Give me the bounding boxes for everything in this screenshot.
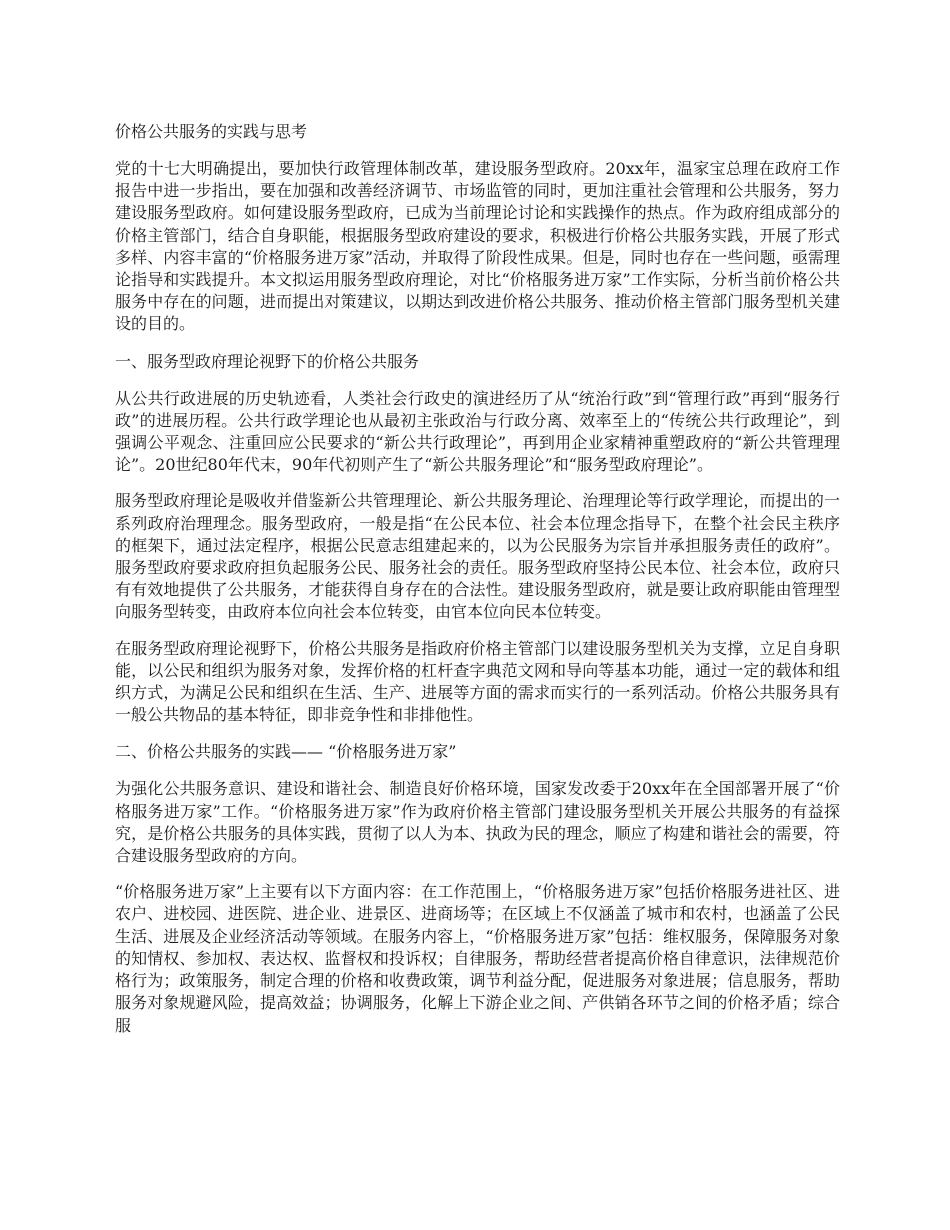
document-page — [115, 120, 840, 1051]
document-body — [115, 158, 840, 1037]
document-title: 价格公共服务的实践与思考 — [115, 122, 308, 141]
section-heading: 二、价格公共服务的实践—— “价格服务进万家” — [115, 742, 457, 762]
paragraph: 为强化公共服务意识、建设和谐社会、制造良好价格环境，国家发改委于20xx年在全国部署开展了“价格服务进万家”工作。“价格服务进万家”作为政府价格主管部门建设服务型机关开展公共服务的有益探究，是价格公共服务的具体实践，贯彻了以人为本、执政为民的理念，顺应了构建和谐社会的需要，符合建设服务型政府的方向。 — [115, 779, 840, 866]
paragraph: 在服务型政府理论视野下，价格公共服务是指政府价格主管部门以建设服务型机关为支撑，立足自身职能，以公民和组织为服务对象，发挥价格的杠杆查字典范文网和导向等基本功能，通过一定的载体和组织方式，为满足公民和组织在生活、生产、进展等方面的需求而实行的一系列活动。价格公共服务具有一般公共物品的基本特征，即非竞争性和非排他性。 — [115, 638, 840, 725]
section-heading: 一、服务型政府理论视野下的价格公共服务 — [115, 351, 420, 371]
paragraph: “价格服务进万家”上主要有以下方面内容：在工作范围上，“价格服务进万家”包括价格服务进社区、进农户、进校园、进医院、进企业、进景区、进商场等；在区域上不仅涵盖了城市和农村，也涵盖了公民生活、进展及企业经济活动等领域。在服务内容上，“价格服务进万家”包括：维权服务，保障服务对象的知情权、参加权、表达权、监督权和投诉权；自律服务，帮助经营者提高价格自律意识，法律规范价格行为；政策服务，制定合理的价格和收费政策，调节利益分配，促进服务对象进展；信息服务，帮助服务对象规避风险，提高效益；协调服务，化解上下游企业之间、产供销各环节之间的价格矛盾；综合服 — [115, 882, 840, 1035]
paragraph: 党的十七大明确提出，要加快行政管理体制改革，建设服务型政府。20xx年，温家宝总理在政府工作报告中进一步指出，要在加强和改善经济调节、市场监管的同时，更加注重社会管理和公共服务，努力建设服务型政府。如何建设服务型政府，已成为当前理论讨论和实践操作的热点。作为政府组成部分的价格主管部门，结合自身职能，根据服务型政府建设的要求，积极进行价格公共服务实践，开展了形式多样、内容丰富的“价格服务进万家”活动，并取得了阶段性成果。但是，同时也存在一些问题，亟需理论指导和实践提升。本文拟运用服务型政府理论，对比“价格服务进万家”工作实际，分析当前价格公共服务中存在的问题，进而提出对策建议，以期达到改进价格公共服务、推动价格主管部门服务型机关建设的目的。 — [115, 159, 840, 334]
paragraph: 从公共行政进展的历史轨迹看，人类社会行政史的演进经历了从“统治行政”到“管理行政”再到“服务行政”的进展历程。公共行政学理论也从最初主张政治与行政分离、效率至上的“传统公共行政理论”，到强调公平观念、注重回应公民要求的“新公共行政理论”，再到用企业家精神重塑政府的“新公共管理理论”。20世纪80年代末，90年代初则产生了“新公共服务理论”和“服务型政府理论”。 — [115, 388, 840, 475]
paragraph: 服务型政府理论是吸收并借鉴新公共管理理论、新公共服务理论、治理理论等行政学理论，而提出的一系列政府治理理念。服务型政府，一般是指“在公民本位、社会本位理念指导下，在整个社会民主秩序的框架下，通过法定程序，根据公民意志组建起来的，以为公民服务为宗旨并承担服务责任的政府”。服务型政府要求政府担负起服务公民、服务社会的责任。服务型政府坚持公民本位、社会本位，政府只有有效地提供了公共服务，才能获得自身存在的合法性。建设服务型政府，就是要让政府职能由管理型向服务型转变，由政府本位向社会本位转变，由官本位向民本位转变。 — [115, 491, 840, 622]
